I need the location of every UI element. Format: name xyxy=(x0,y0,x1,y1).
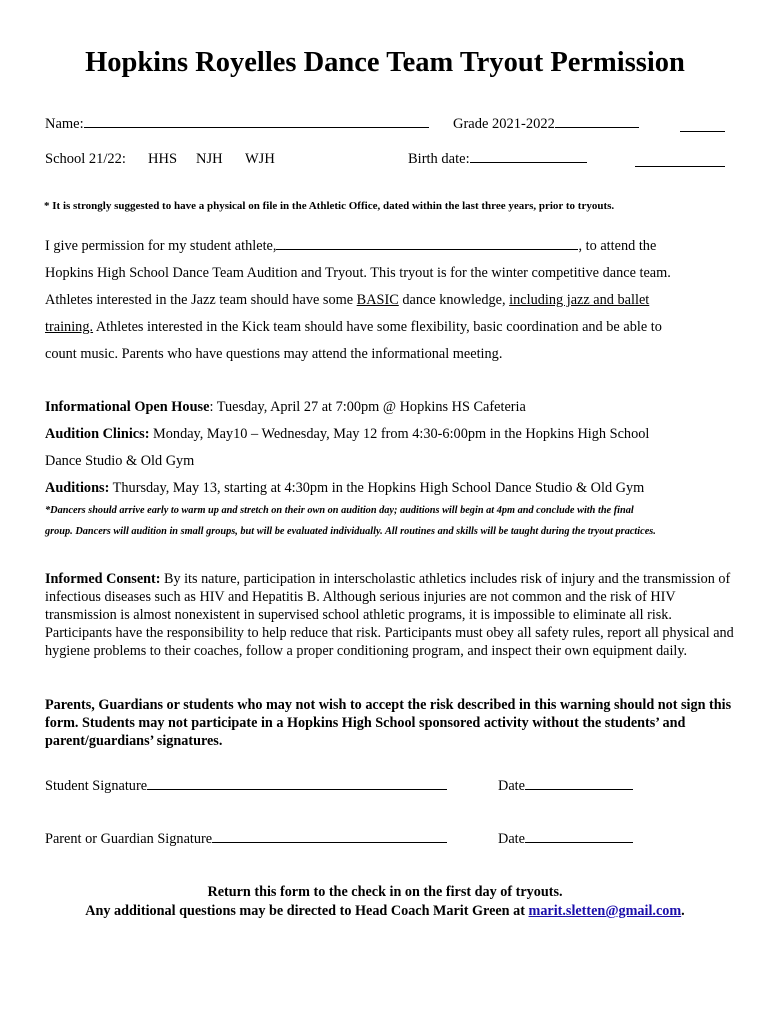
parent-signature-line[interactable] xyxy=(212,841,447,843)
consent-text: By its nature, participation in interscholastic athletics includes risk of injury and the transmission of infectious diseases such as HIV and Hepatitis B. Although serious injuries are not common and the risk of HIV transmission is almost nonexistent in supervised school athletic programs, it is impossible to eliminate all risk. Participants have the responsibility to help reduce that risk. Participants must obey all safety rules, report all physical and hygiene problems to their coaches, follow a proper conditioning program, and inspect their own equipment daily. xyxy=(45,571,734,659)
audition-note-2: group. Dancers will audition in small groups, but will be evaluated individually. All routines and skills will be taught during the tryout practices. xyxy=(45,526,656,537)
auditions-label: Auditions: xyxy=(45,480,110,496)
student-date-line[interactable] xyxy=(525,788,633,790)
clinics-label: Audition Clinics: xyxy=(45,426,150,442)
audition-clinics xyxy=(45,426,649,443)
grade-extra-line[interactable] xyxy=(680,131,725,132)
student-signature-label: Student Signature xyxy=(45,778,148,794)
school-option-njh[interactable]: NJH xyxy=(196,151,223,167)
birth-extra-line[interactable] xyxy=(635,166,725,167)
grade-field[interactable] xyxy=(453,116,639,133)
birth-date-field[interactable] xyxy=(408,151,587,168)
permission-line-2: Hopkins High School Dance Team Audition and Tryout. This tryout is for the winter competitive dance team. xyxy=(45,265,671,281)
informed-consent xyxy=(45,571,735,661)
coach-email-link[interactable]: marit.sletten@gmail.com xyxy=(528,903,682,919)
permission-text: , to attend the xyxy=(578,238,657,254)
risk-warning: Parents, Guardians or students who may not wish to accept the risk described in this warning should not sign this form. Students may not participate in a Hopkins High School sponsored activity without the students’ and parent/guardians’ signatures. xyxy=(45,697,732,750)
school-label: School 21/22: xyxy=(45,151,126,167)
contact-line xyxy=(0,903,770,920)
permission-line-4 xyxy=(45,319,662,336)
return-instructions: Return this form to the check in on the first day of tryouts. xyxy=(207,884,563,900)
permission-text: I give permission for my student athlete, xyxy=(45,238,277,254)
open-house xyxy=(45,399,526,416)
contact-period: . xyxy=(681,903,685,919)
name-label: Name: xyxy=(45,116,84,132)
physical-note: * It is strongly suggested to have a physical on file in the Athletic Office, dated within the last three years, prior to tryouts. xyxy=(44,200,615,212)
birth-date-input-line[interactable] xyxy=(470,161,587,163)
clinics-text: Monday, May10 – Wednesday, May 12 from 4:30-6:00pm in the Hopkins High School xyxy=(149,426,650,442)
grade-label: Grade 2021-2022 xyxy=(453,116,555,132)
auditions xyxy=(45,480,644,497)
contact-text: Any additional questions may be directed to Head Coach Marit Green at xyxy=(85,903,529,919)
permission-line-1 xyxy=(45,238,656,255)
student-date-label: Date xyxy=(498,778,525,794)
permission-text: dance knowledge, xyxy=(398,292,510,308)
athlete-name-line[interactable] xyxy=(276,248,578,250)
name-input-line[interactable] xyxy=(84,126,429,128)
birth-date-label: Birth date: xyxy=(408,151,470,167)
student-signature-line[interactable] xyxy=(147,788,447,790)
page-title: Hopkins Royelles Dance Team Tryout Permission xyxy=(85,47,685,78)
permission-line-5: count music. Parents who have questions may attend the informational meeting. xyxy=(45,346,503,362)
basic-underlined: BASIC xyxy=(356,292,399,308)
clinics-location: Dance Studio & Old Gym xyxy=(45,453,195,469)
student-date-field[interactable] xyxy=(498,778,633,795)
auditions-text: Thursday, May 13, starting at 4:30pm in the Hopkins High School Dance Studio & Old Gym xyxy=(109,480,645,496)
parent-date-label: Date xyxy=(498,831,525,847)
parent-date-field[interactable] xyxy=(498,831,633,848)
training-underlined: training. xyxy=(45,319,94,335)
name-field[interactable] xyxy=(45,116,429,133)
jazz-ballet-underlined: including jazz and ballet xyxy=(509,292,650,308)
open-house-label: Informational Open House xyxy=(45,399,210,415)
permission-text: Athletes interested in the Kick team should have some flexibility, basic coordination and be able to xyxy=(93,319,662,335)
parent-date-line[interactable] xyxy=(525,841,633,843)
parent-signature-label: Parent or Guardian Signature xyxy=(45,831,213,847)
school-option-hhs[interactable]: HHS xyxy=(148,151,178,167)
permission-text: Athletes interested in the Jazz team should have some xyxy=(45,292,357,308)
parent-signature-field[interactable] xyxy=(45,831,447,848)
student-signature-field[interactable] xyxy=(45,778,447,795)
school-option-wjh[interactable]: WJH xyxy=(245,151,275,167)
consent-label: Informed Consent: xyxy=(45,571,161,587)
grade-input-line[interactable] xyxy=(555,126,639,128)
permission-line-3 xyxy=(45,292,649,309)
audition-note-1: *Dancers should arrive early to warm up and stretch on their own on audition day; auditions will begin at 4pm and conclude with the final xyxy=(45,505,634,516)
open-house-text: : Tuesday, April 27 at 7:00pm @ Hopkins HS Cafeteria xyxy=(209,399,526,415)
